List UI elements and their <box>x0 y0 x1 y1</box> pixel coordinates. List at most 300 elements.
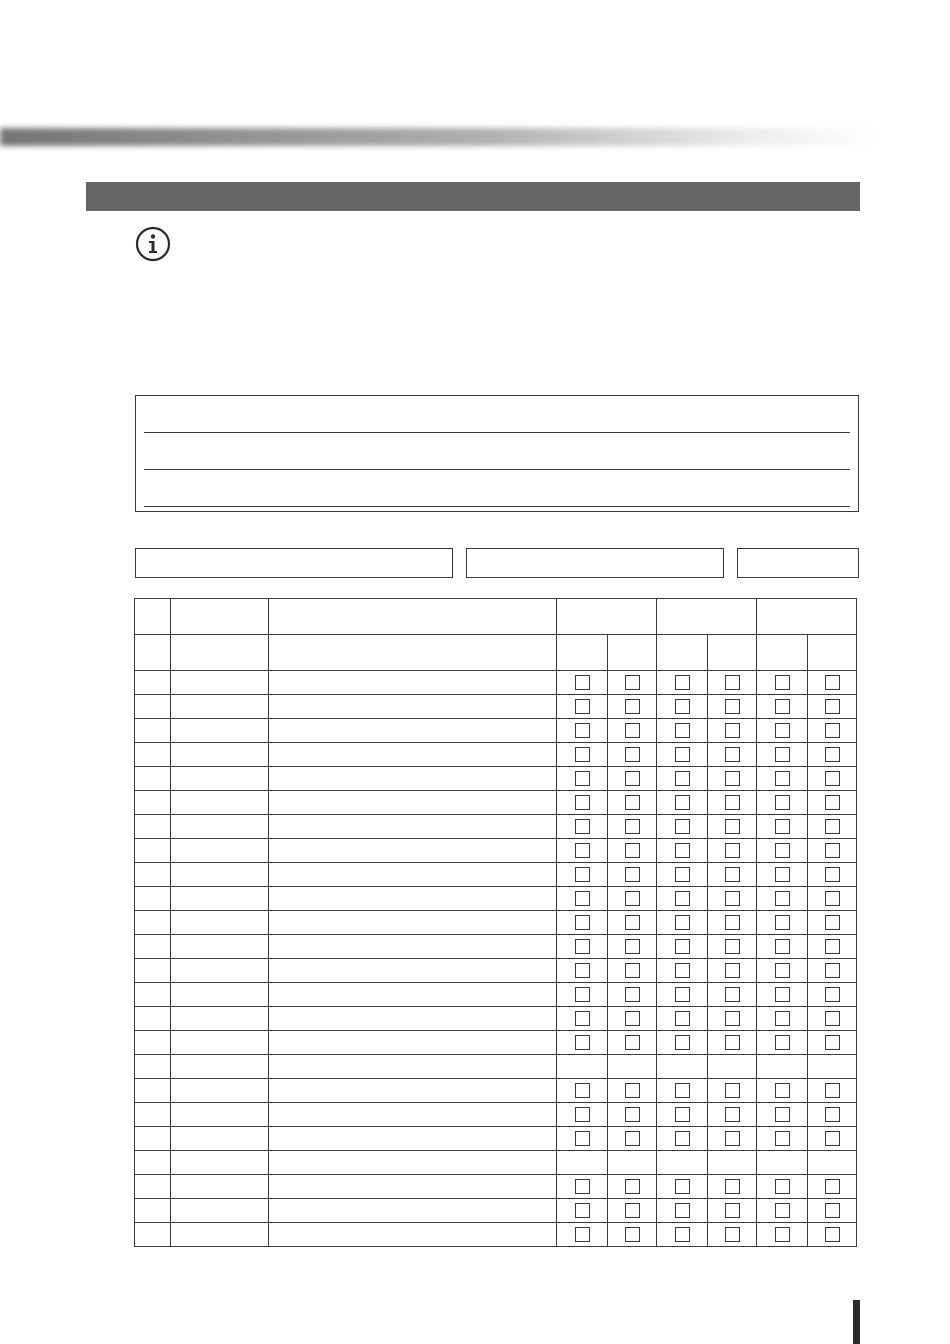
row-number <box>135 983 171 1007</box>
checkbox-cell <box>808 839 857 863</box>
checkbox[interactable] <box>675 1035 690 1050</box>
checkbox[interactable] <box>675 867 690 882</box>
header-group-3 <box>757 599 857 635</box>
checkbox[interactable] <box>675 771 690 786</box>
subheader-2 <box>608 635 657 671</box>
checkbox-cell <box>808 959 857 983</box>
checkbox-cell <box>757 1175 808 1199</box>
row-description <box>269 1151 557 1175</box>
checkbox-cell <box>657 743 708 767</box>
checkbox[interactable] <box>825 891 840 906</box>
checkbox-cell <box>808 863 857 887</box>
checkbox[interactable] <box>725 891 740 906</box>
checkbox-cell <box>608 1079 657 1103</box>
checkbox-cell <box>708 1031 757 1055</box>
row-number <box>135 719 171 743</box>
checkbox[interactable] <box>775 1227 790 1242</box>
row-description <box>269 1079 557 1103</box>
row-code <box>171 1199 269 1223</box>
checkbox-cell <box>757 1031 808 1055</box>
checkbox[interactable] <box>775 699 790 714</box>
checkbox[interactable] <box>775 1131 790 1146</box>
notes-box <box>135 395 859 512</box>
checkbox[interactable] <box>775 771 790 786</box>
table-row <box>135 959 857 983</box>
checkbox[interactable] <box>575 1179 590 1194</box>
checkbox[interactable] <box>675 987 690 1002</box>
checkbox-cell <box>657 719 708 743</box>
checkbox-cell <box>708 815 757 839</box>
checkbox[interactable] <box>575 963 590 978</box>
header-description <box>269 599 557 635</box>
checkbox-cell <box>608 1199 657 1223</box>
table-row <box>135 983 857 1007</box>
checkbox[interactable] <box>775 1179 790 1194</box>
checkbox-cell <box>608 1127 657 1151</box>
checkbox-cell <box>657 1223 708 1247</box>
checkbox-cell <box>657 839 708 863</box>
checkbox-cell <box>557 671 608 695</box>
checkbox[interactable] <box>825 1227 840 1242</box>
checkbox-cell <box>608 743 657 767</box>
checkbox[interactable] <box>675 819 690 834</box>
table-row <box>135 839 857 863</box>
checkbox-cell <box>657 1007 708 1031</box>
checkbox[interactable] <box>575 1203 590 1218</box>
row-number <box>135 815 171 839</box>
checkbox[interactable] <box>725 1203 740 1218</box>
checkbox-cell <box>557 887 608 911</box>
checkbox[interactable] <box>725 843 740 858</box>
checkbox[interactable] <box>825 747 840 762</box>
checkbox-cell <box>808 887 857 911</box>
checkbox-cell <box>808 671 857 695</box>
row-code <box>171 815 269 839</box>
checkbox-cell <box>708 1007 757 1031</box>
checkbox[interactable] <box>675 891 690 906</box>
checkbox-cell <box>808 719 857 743</box>
checkbox[interactable] <box>625 1035 640 1050</box>
checkbox-cell <box>608 815 657 839</box>
row-code <box>171 671 269 695</box>
checkbox[interactable] <box>825 819 840 834</box>
checkbox[interactable] <box>775 819 790 834</box>
checkbox[interactable] <box>825 1011 840 1026</box>
table-header-row <box>135 599 857 635</box>
row-number <box>135 839 171 863</box>
checkbox-cell <box>808 1175 857 1199</box>
row-code <box>171 959 269 983</box>
checkbox-cell <box>708 935 757 959</box>
row-number <box>135 743 171 767</box>
checkbox[interactable] <box>825 723 840 738</box>
checkbox[interactable] <box>625 747 640 762</box>
checkbox[interactable] <box>675 1107 690 1122</box>
row-code <box>171 1151 269 1175</box>
row-number <box>135 1199 171 1223</box>
checkbox-cell <box>808 935 857 959</box>
checkbox[interactable] <box>725 675 740 690</box>
checkbox-cell <box>608 791 657 815</box>
checkbox[interactable] <box>825 1035 840 1050</box>
checkbox[interactable] <box>825 795 840 810</box>
checkbox-cell <box>808 983 857 1007</box>
checkbox[interactable] <box>725 699 740 714</box>
checkbox-cell <box>757 719 808 743</box>
row-number <box>135 1079 171 1103</box>
checkbox[interactable] <box>625 867 640 882</box>
checkbox-cell <box>808 1031 857 1055</box>
checkbox[interactable] <box>675 699 690 714</box>
checkbox-cell <box>708 671 757 695</box>
row-code <box>171 1079 269 1103</box>
checkbox[interactable] <box>775 1107 790 1122</box>
checkbox[interactable] <box>575 891 590 906</box>
checkbox[interactable] <box>775 795 790 810</box>
checkbox[interactable] <box>625 723 640 738</box>
checkbox-cell <box>657 935 708 959</box>
table-subheader-row <box>135 635 857 671</box>
checkbox[interactable] <box>625 1131 640 1146</box>
form-field-1[interactable] <box>135 548 453 578</box>
checkbox-cell <box>708 887 757 911</box>
checkbox[interactable] <box>825 1203 840 1218</box>
checkbox-cell <box>657 695 708 719</box>
checkbox-cell <box>757 1151 808 1175</box>
checkbox-cell <box>608 671 657 695</box>
checkbox[interactable] <box>725 939 740 954</box>
checkbox[interactable] <box>575 675 590 690</box>
checkbox[interactable] <box>625 939 640 954</box>
checkbox[interactable] <box>575 747 590 762</box>
checkbox-cell <box>808 1151 857 1175</box>
notes-line-3[interactable] <box>144 506 850 507</box>
row-description <box>269 1199 557 1223</box>
checkbox[interactable] <box>575 1131 590 1146</box>
checkbox-cell <box>657 887 708 911</box>
checkbox[interactable] <box>675 1203 690 1218</box>
checkbox-cell <box>557 1223 608 1247</box>
checkbox-cell <box>757 1007 808 1031</box>
form-field-2[interactable] <box>466 548 724 578</box>
checkbox-cell <box>557 695 608 719</box>
row-description <box>269 1127 557 1151</box>
row-description <box>269 1055 557 1079</box>
checkbox[interactable] <box>725 771 740 786</box>
row-number <box>135 959 171 983</box>
checkbox[interactable] <box>825 1131 840 1146</box>
checkbox[interactable] <box>775 723 790 738</box>
checkbox-cell <box>757 1127 808 1151</box>
checkbox-cell <box>608 983 657 1007</box>
checkbox[interactable] <box>675 675 690 690</box>
table-row <box>135 1031 857 1055</box>
row-description <box>269 911 557 935</box>
subheader-5 <box>757 635 808 671</box>
checkbox-cell <box>757 743 808 767</box>
checkbox[interactable] <box>675 843 690 858</box>
checkbox-cell <box>808 743 857 767</box>
checkbox-cell <box>657 1103 708 1127</box>
checkbox[interactable] <box>725 747 740 762</box>
table-row <box>135 935 857 959</box>
checkbox[interactable] <box>725 1035 740 1050</box>
checkbox-cell <box>808 791 857 815</box>
checkbox[interactable] <box>675 795 690 810</box>
checkbox-cell <box>708 767 757 791</box>
checkbox-cell <box>808 1223 857 1247</box>
checkbox[interactable] <box>675 939 690 954</box>
checkbox[interactable] <box>625 1011 640 1026</box>
row-code <box>171 887 269 911</box>
checkbox[interactable] <box>825 987 840 1002</box>
header-group-2 <box>657 599 757 635</box>
checkbox-cell <box>557 719 608 743</box>
checkbox-cell <box>657 671 708 695</box>
checkbox[interactable] <box>575 915 590 930</box>
checkbox[interactable] <box>575 1107 590 1122</box>
row-code <box>171 1223 269 1247</box>
row-code <box>171 791 269 815</box>
checkbox[interactable] <box>575 1011 590 1026</box>
checkbox[interactable] <box>725 1179 740 1194</box>
checkbox[interactable] <box>675 1083 690 1098</box>
checkbox[interactable] <box>625 987 640 1002</box>
checkbox[interactable] <box>725 1011 740 1026</box>
checkbox-cell <box>757 1055 808 1079</box>
checkbox-cell <box>708 1079 757 1103</box>
checkbox[interactable] <box>825 699 840 714</box>
notes-line-2[interactable] <box>144 469 850 470</box>
checkbox-cell <box>557 911 608 935</box>
checkbox[interactable] <box>625 771 640 786</box>
row-description <box>269 695 557 719</box>
checkbox-cell <box>557 1175 608 1199</box>
checkbox[interactable] <box>575 987 590 1002</box>
checkbox[interactable] <box>575 819 590 834</box>
checkbox-cell <box>657 1175 708 1199</box>
checkbox[interactable] <box>775 1083 790 1098</box>
checkbox[interactable] <box>675 963 690 978</box>
checkbox[interactable] <box>725 1107 740 1122</box>
row-code <box>171 983 269 1007</box>
checkbox[interactable] <box>625 1083 640 1098</box>
checkbox-cell <box>708 1223 757 1247</box>
checkbox[interactable] <box>625 795 640 810</box>
table-row <box>135 887 857 911</box>
row-description <box>269 719 557 743</box>
checkbox[interactable] <box>775 867 790 882</box>
checkbox[interactable] <box>625 819 640 834</box>
row-description <box>269 1031 557 1055</box>
checkbox[interactable] <box>575 771 590 786</box>
checkbox-cell <box>757 695 808 719</box>
row-number <box>135 791 171 815</box>
checkbox[interactable] <box>625 1203 640 1218</box>
checkbox[interactable] <box>725 723 740 738</box>
checkbox[interactable] <box>725 795 740 810</box>
checkbox[interactable] <box>575 939 590 954</box>
checkbox-cell <box>808 767 857 791</box>
row-code <box>171 1127 269 1151</box>
checkbox-cell <box>557 839 608 863</box>
table-row <box>135 1223 857 1247</box>
checkbox[interactable] <box>725 915 740 930</box>
row-description <box>269 959 557 983</box>
row-description <box>269 743 557 767</box>
row-code <box>171 1031 269 1055</box>
checkbox-cell <box>557 1079 608 1103</box>
checkbox-cell <box>657 959 708 983</box>
header-code <box>171 599 269 635</box>
checkbox[interactable] <box>825 843 840 858</box>
checkbox[interactable] <box>625 891 640 906</box>
checkbox-cell <box>808 695 857 719</box>
row-number <box>135 1223 171 1247</box>
checkbox-cell <box>657 1127 708 1151</box>
checkbox-cell <box>808 1199 857 1223</box>
checkbox-cell <box>657 767 708 791</box>
checkbox[interactable] <box>825 939 840 954</box>
checkbox[interactable] <box>825 1179 840 1194</box>
checkbox-cell <box>608 935 657 959</box>
row-number <box>135 1007 171 1031</box>
checkbox[interactable] <box>825 771 840 786</box>
checkbox[interactable] <box>825 1083 840 1098</box>
checkbox[interactable] <box>775 963 790 978</box>
checkbox[interactable] <box>775 1203 790 1218</box>
checkbox-cell <box>757 1079 808 1103</box>
header-number <box>135 599 171 635</box>
checkbox[interactable] <box>775 939 790 954</box>
checkbox[interactable] <box>575 1227 590 1242</box>
checkbox[interactable] <box>625 675 640 690</box>
checkbox[interactable] <box>725 987 740 1002</box>
checkbox-cell <box>557 1007 608 1031</box>
checkbox[interactable] <box>775 915 790 930</box>
checkbox-cell <box>557 1199 608 1223</box>
checkbox[interactable] <box>625 843 640 858</box>
checkbox-cell <box>657 1031 708 1055</box>
row-description <box>269 1175 557 1199</box>
checkbox[interactable] <box>675 1179 690 1194</box>
table-row <box>135 791 857 815</box>
checkbox-cell <box>808 815 857 839</box>
table-row <box>135 695 857 719</box>
table-row <box>135 743 857 767</box>
checkbox[interactable] <box>675 915 690 930</box>
table-row <box>135 671 857 695</box>
checkbox[interactable] <box>725 819 740 834</box>
checkbox[interactable] <box>725 1083 740 1098</box>
row-description <box>269 791 557 815</box>
row-description <box>269 1007 557 1031</box>
checkbox[interactable] <box>825 867 840 882</box>
checkbox-cell <box>708 959 757 983</box>
checkbox[interactable] <box>625 1179 640 1194</box>
checkbox-cell <box>708 911 757 935</box>
row-number <box>135 863 171 887</box>
row-description <box>269 767 557 791</box>
checkbox[interactable] <box>675 723 690 738</box>
checkbox[interactable] <box>625 699 640 714</box>
checkbox[interactable] <box>725 1131 740 1146</box>
checkbox[interactable] <box>675 747 690 762</box>
checkbox[interactable] <box>725 1227 740 1242</box>
checkbox[interactable] <box>575 1035 590 1050</box>
row-description <box>269 935 557 959</box>
row-number <box>135 1175 171 1199</box>
checkbox[interactable] <box>575 867 590 882</box>
checkbox[interactable] <box>625 915 640 930</box>
checkbox[interactable] <box>575 1083 590 1098</box>
checkbox[interactable] <box>725 867 740 882</box>
checklist-table <box>134 598 857 1247</box>
checkbox[interactable] <box>675 1131 690 1146</box>
row-code <box>171 839 269 863</box>
checkbox[interactable] <box>825 915 840 930</box>
checkbox-cell <box>757 1199 808 1223</box>
checkbox-cell <box>657 1151 708 1175</box>
row-description <box>269 1103 557 1127</box>
checkbox[interactable] <box>775 891 790 906</box>
checkbox[interactable] <box>725 963 740 978</box>
checkbox[interactable] <box>575 723 590 738</box>
checkbox[interactable] <box>625 1227 640 1242</box>
checkbox-cell <box>708 1055 757 1079</box>
checkbox-cell <box>708 863 757 887</box>
checkbox[interactable] <box>825 963 840 978</box>
checkbox[interactable] <box>775 675 790 690</box>
row-description <box>269 815 557 839</box>
notes-line-1[interactable] <box>144 432 850 433</box>
checkbox[interactable] <box>575 699 590 714</box>
checkbox-cell <box>757 863 808 887</box>
checkbox[interactable] <box>775 987 790 1002</box>
row-code <box>171 1055 269 1079</box>
form-field-3[interactable] <box>737 548 859 578</box>
checkbox-cell <box>708 1127 757 1151</box>
checkbox-cell <box>757 1223 808 1247</box>
checkbox-cell <box>657 815 708 839</box>
checkbox[interactable] <box>625 1107 640 1122</box>
checkbox[interactable] <box>675 1011 690 1026</box>
checkbox[interactable] <box>775 843 790 858</box>
checkbox-cell <box>657 1199 708 1223</box>
checkbox[interactable] <box>675 1227 690 1242</box>
checkbox[interactable] <box>775 1011 790 1026</box>
checkbox-cell <box>808 1079 857 1103</box>
subheader-4 <box>708 635 757 671</box>
subheader-3 <box>657 635 708 671</box>
row-number <box>135 695 171 719</box>
row-number <box>135 671 171 695</box>
checkbox[interactable] <box>775 747 790 762</box>
checkbox[interactable] <box>625 963 640 978</box>
checkbox-cell <box>557 863 608 887</box>
checkbox[interactable] <box>825 675 840 690</box>
subheader-6 <box>808 635 857 671</box>
header-shadow-band <box>0 128 880 146</box>
checkbox[interactable] <box>575 795 590 810</box>
checkbox[interactable] <box>775 1035 790 1050</box>
row-number <box>135 887 171 911</box>
checkbox-cell <box>808 1007 857 1031</box>
checkbox[interactable] <box>825 1107 840 1122</box>
checkbox[interactable] <box>575 843 590 858</box>
row-number <box>135 1055 171 1079</box>
checkbox-cell <box>557 1151 608 1175</box>
